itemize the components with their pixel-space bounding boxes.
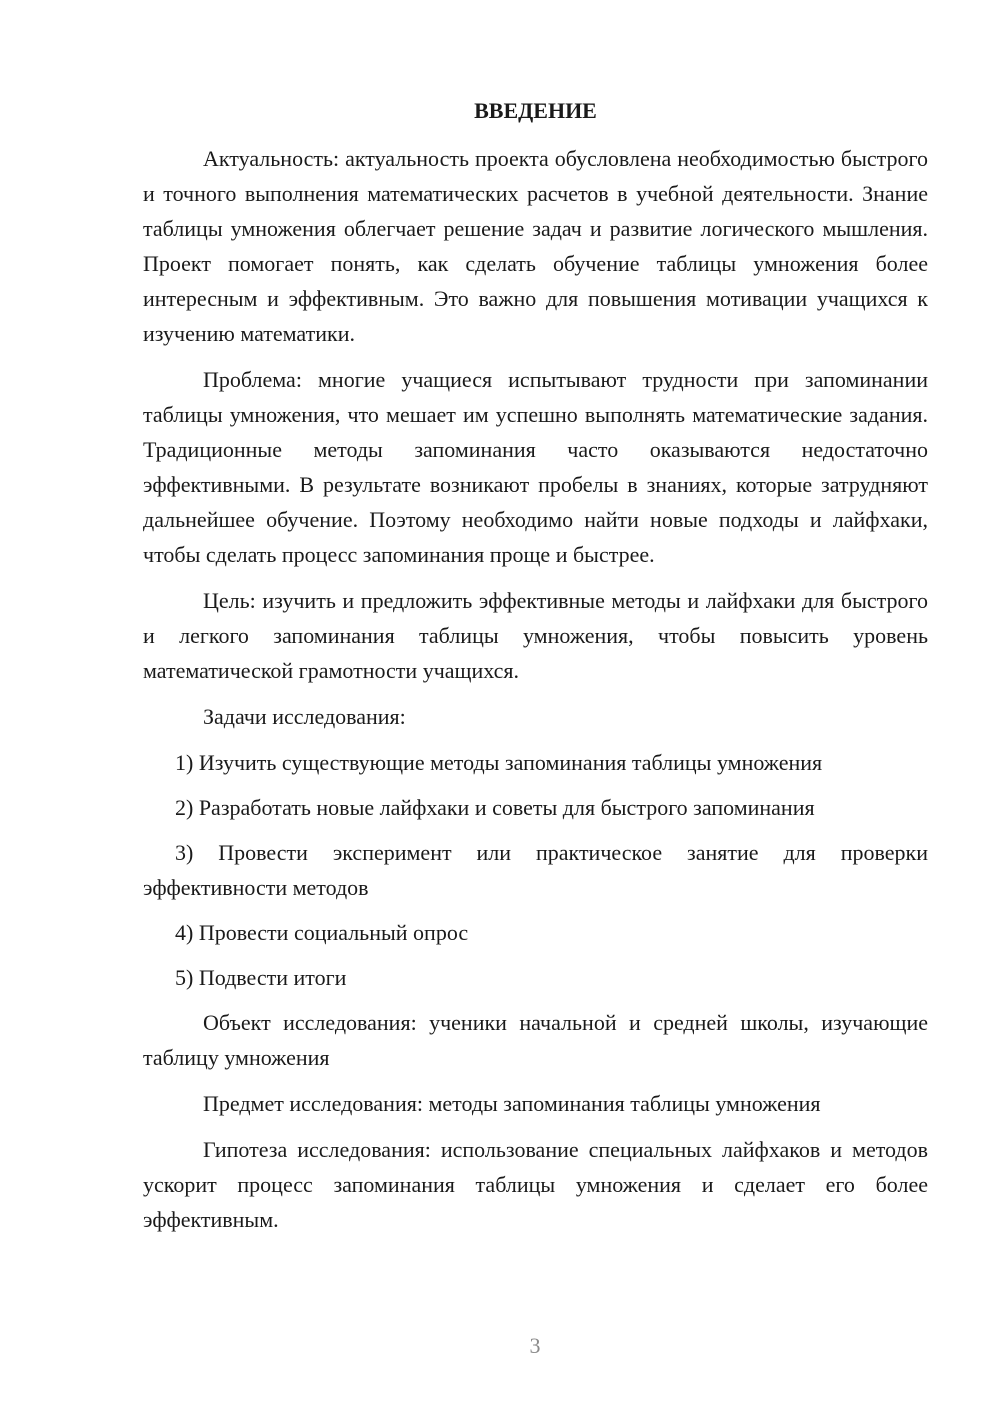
paragraph-hypothesis: Гипотеза исследования: использование специальных лайфхаков и методов ускорит процесс запоминания таблицы умножения и сделает его более эффективным. [143, 1137, 928, 1232]
page-number: 3 [529, 1333, 541, 1358]
list-item: 4) Провести социальный опрос [175, 920, 469, 945]
tasks-list [143, 745, 928, 995]
list-item: 5) Подвести итоги [175, 965, 347, 990]
list-item: 3) Провести эксперимент или практическое занятие для проверки эффективности методов [143, 840, 928, 900]
paragraph-problem: Проблема: многие учащиеся испытывают трудности при запоминании таблицы умножения, что мешает им успешно выполнять математические задания. Традиционные методы запоминания часто оказываются недостаточно эффективными. В результате возникают пробелы в знаниях, которые затрудняют дальнейшее обучение. Поэтому необходимо найти новые подходы и лайфхаки, чтобы сделать процесс запоминания проще и быстрее. [143, 367, 928, 567]
page-content [143, 93, 928, 1248]
list-item: 1) Изучить существующие методы запоминания таблицы умножения [175, 750, 823, 775]
paragraph-subject: Предмет исследования: методы запоминания таблицы умножения [203, 1091, 821, 1116]
paragraph-object: Объект исследования: ученики начальной и средней школы, изучающие таблицу умножения [143, 1010, 928, 1070]
tasks-heading: Задачи исследования: [203, 704, 406, 729]
page-title: ВВЕДЕНИЕ [474, 98, 597, 123]
list-item: 2) Разработать новые лайфхаки и советы для быстрого запоминания [175, 795, 815, 820]
paragraph-goal: Цель: изучить и предложить эффективные методы и лайфхаки для быстрого и легкого запоминания таблицы умножения, чтобы повысить уровень математической грамотности учащихся. [143, 588, 928, 683]
paragraph-relevance: Актуальность: актуальность проекта обусловлена необходимостью быстрого и точного выполнения математических расчетов в учебной деятельности. Знание таблицы умножения облегчает решение задач и развитие логического мышления. Проект помогает понять, как сделать обучение таблицы умножения более интересным и эффективным. Это важно для повышения мотивации учащихся к изучению математики. [143, 146, 928, 346]
